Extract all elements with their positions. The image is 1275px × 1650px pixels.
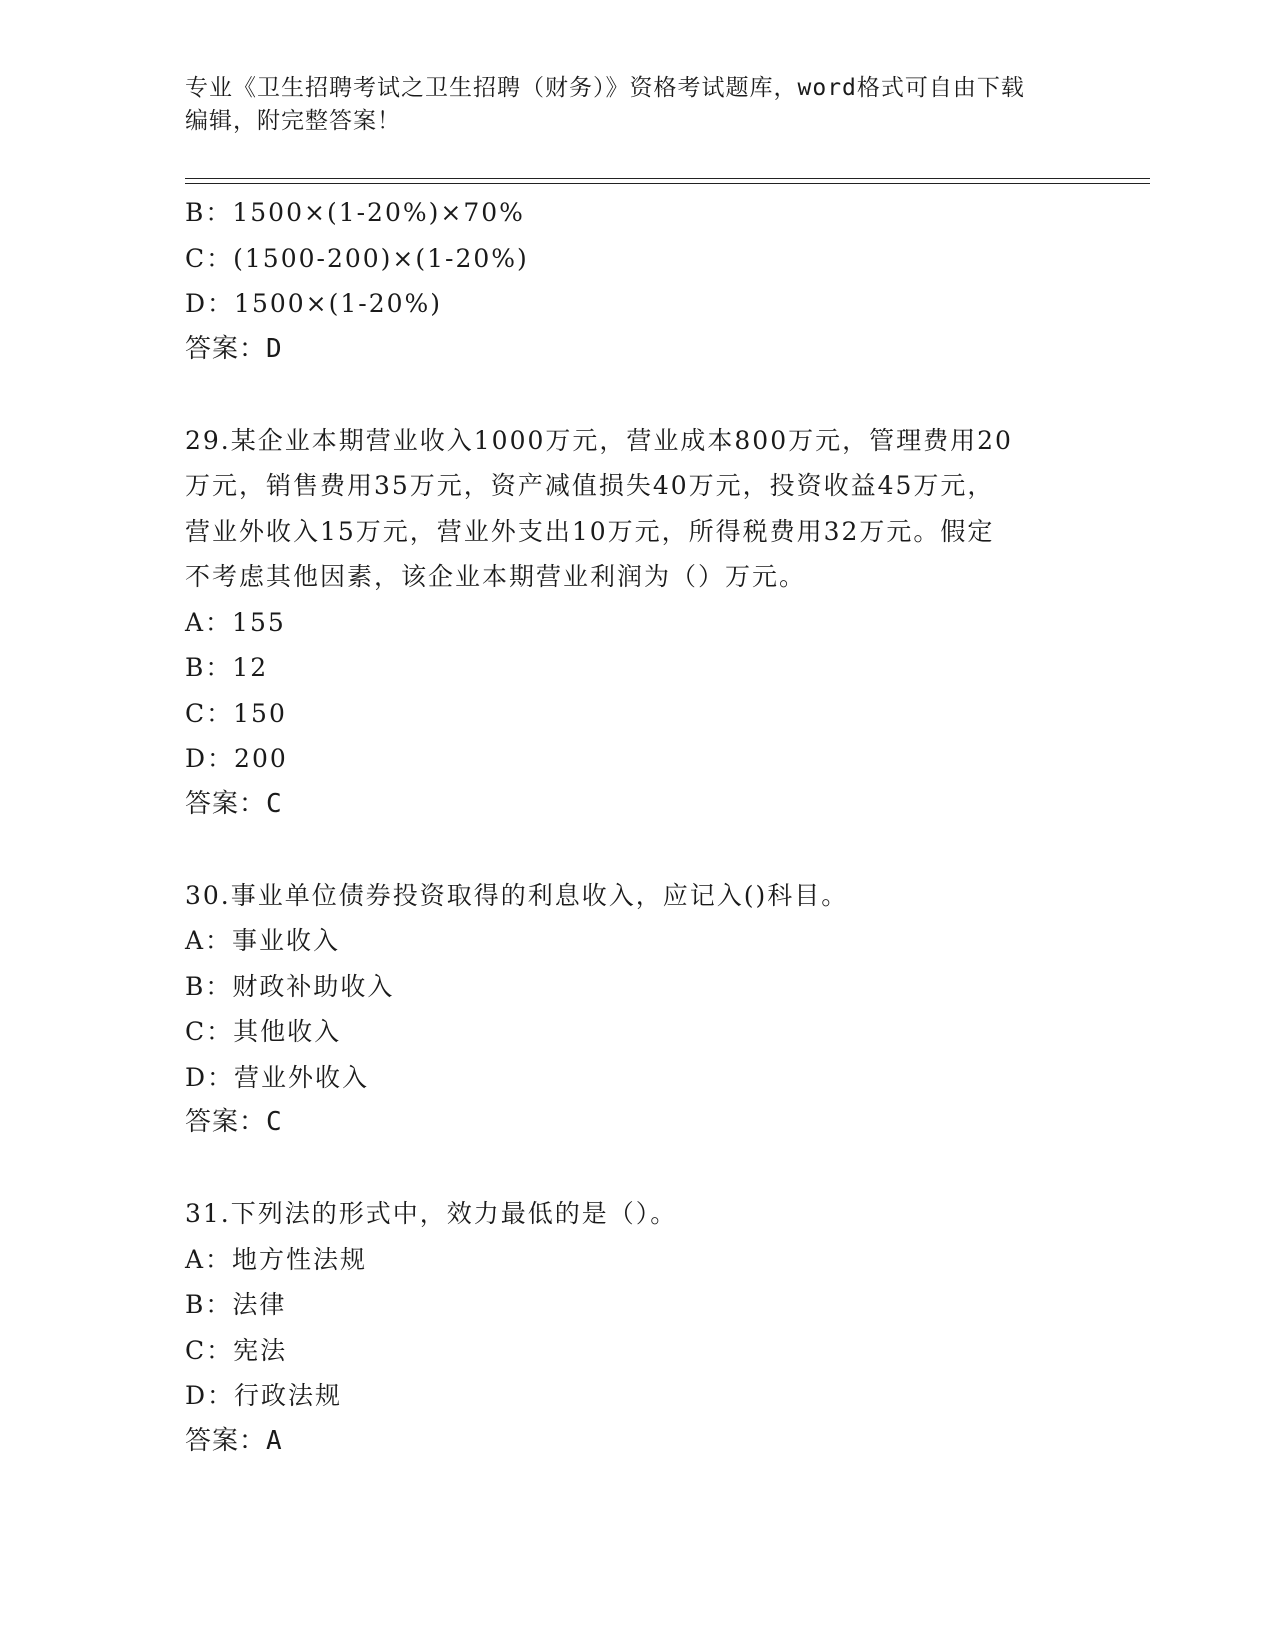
header-line-2: 编辑，附完整答案！ [185,108,401,134]
option-c: C：150 [185,698,287,728]
question-stem-line: 30.事业单位债券投资取得的利息收入，应记入()科目。 [185,880,849,910]
option-b: B：1500×(1-20%)×70% [185,198,525,227]
option-a: A：事业收入 [185,926,341,955]
question-stem-line: 29.某企业本期营业收入1000万元，营业成本800万元，管理费用20 [185,425,1013,455]
question-28-continuation [185,190,1085,372]
option-b: B：法律 [185,1290,287,1319]
header-line-1: 专业《卫生招聘考试之卫生招聘（财务）》资格考试题库，word格式可自由下载 [185,75,1025,101]
header-rule-top [185,178,1150,179]
question-stem-line: 营业外收入15万元，营业外支出10万元，所得税费用32万元。假定 [185,516,995,546]
answer-line: 答案：D [185,333,283,364]
option-d: D：行政法规 [185,1381,343,1410]
option-c: C：其他收入 [185,1017,342,1046]
question-gap [185,1146,1085,1192]
option-c: C：(1500-200)×(1-20%) [185,243,529,273]
question-gap [185,372,1085,418]
question-stem-line: 不考虑其他因素，该企业本期营业利润为（）万元。 [185,562,807,591]
question-gap [185,827,1085,873]
option-d: D：1500×(1-20%) [185,289,443,318]
answer-line: 答案：C [185,788,283,819]
answer-line: 答案：A [185,1425,283,1456]
question-stem-line: 31.下列法的形式中，效力最低的是（）。 [185,1199,678,1228]
option-c: C：宪法 [185,1335,288,1365]
option-d: D：营业外收入 [185,1062,370,1092]
option-d: D：200 [185,744,288,773]
document-header [185,72,1085,138]
option-a: A：地方性法规 [185,1244,368,1274]
question-stem-line: 万元，销售费用35万元，资产减值损失40万元，投资收益45万元， [185,471,995,500]
answer-line: 答案：C [185,1107,283,1137]
header-rule-bottom [185,183,1150,184]
question-30 [185,873,1085,1146]
option-a: A：155 [185,607,286,637]
question-list [185,190,1085,1464]
question-31 [185,1191,1085,1464]
option-b: B：12 [185,653,269,682]
option-b: B：财政补助收入 [185,971,395,1001]
question-29 [185,418,1085,828]
